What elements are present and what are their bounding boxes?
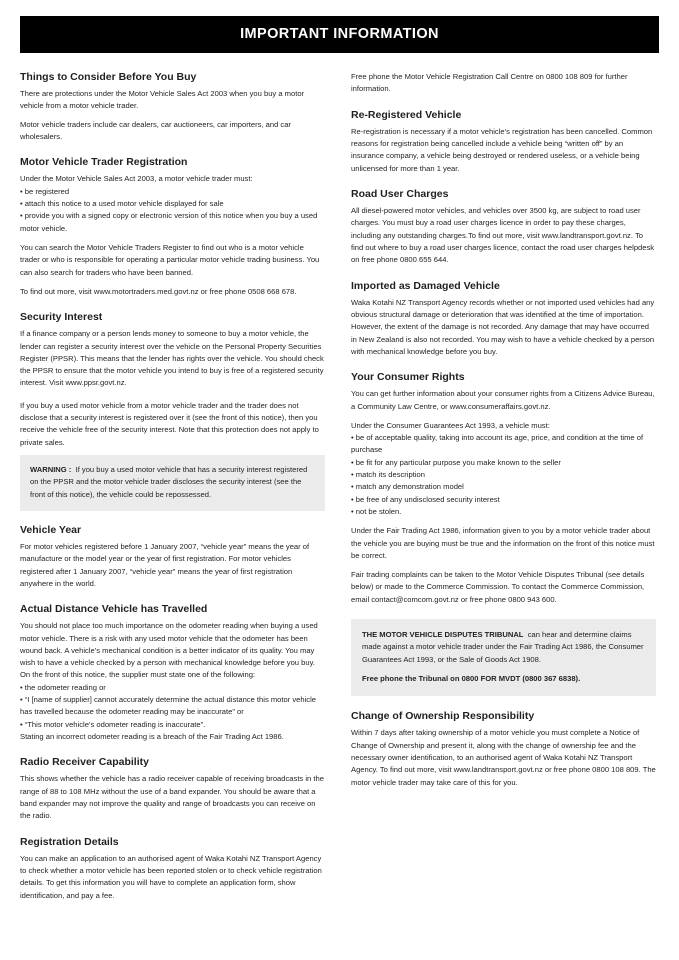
section-change-of-ownership bbox=[351, 710, 656, 789]
paragraph: On the front of this notice, the supplier must state one of the following: bbox=[20, 670, 256, 680]
list-item: • be registered bbox=[20, 186, 70, 196]
section-heading: Re-Registered Vehicle bbox=[351, 108, 462, 121]
warning-box bbox=[20, 455, 325, 511]
section-things-to-consider bbox=[20, 71, 325, 143]
list-item: • “This motor vehicle’s odometer reading is inaccurate”. bbox=[20, 719, 206, 729]
list-item: • match its description bbox=[351, 470, 425, 480]
section-vehicle-year bbox=[20, 524, 325, 590]
paragraph: This shows whether the vehicle has a radio receiver capable of receiving broadcasts in the range of 88 to 108 MHz without the use of a band expander. You should be aware that a band expander may not improve the quality and range of broadcasts you can receive on the radio. bbox=[20, 774, 324, 821]
paragraph: Under the Consumer Guarantees Act 1993, a vehicle must: bbox=[351, 420, 550, 430]
paragraph: For motor vehicles registered before 1 January 2007, “vehicle year” means the year of manufacture or the model year or the year of first registration. For motor vehicles registered after 1 January 2007, “vehicle year” means the year of first registration anywhere in the world. bbox=[20, 541, 310, 588]
list-item: • not be stolen. bbox=[351, 506, 402, 516]
page-title: IMPORTANT INFORMATION bbox=[20, 16, 659, 53]
list-item: • be free of any undisclosed security interest bbox=[351, 494, 500, 504]
section-road-user-charges bbox=[351, 188, 656, 267]
list-item: • be of acceptable quality, taking into account its age, price, and condition at the time of purchase bbox=[351, 433, 644, 455]
section-continued-phone bbox=[351, 71, 656, 96]
section-heading: Your Consumer Rights bbox=[351, 371, 465, 384]
section-heading: Imported as Damaged Vehicle bbox=[351, 279, 500, 292]
tribunal-phone: Free phone the Tribunal on 0800 FOR MVDT (0800 367 6838). bbox=[362, 673, 581, 683]
section-radio-receiver bbox=[20, 756, 325, 822]
section-heading: Road User Charges bbox=[351, 187, 449, 200]
section-imported-damaged bbox=[351, 280, 656, 359]
tribunal-box bbox=[351, 619, 656, 696]
paragraph: Waka Kotahi NZ Transport Agency records whether or not imported used vehicles had any obvious structural damage or deterioration that was identified at the time of importation. However, the extent of the damage is not recorded. Any damage that may have occurred in New Zealand is also not recorded. You may wish to have a vehicle checked by a person with mechanical knowledge before you buy. bbox=[351, 297, 655, 356]
section-security-interest bbox=[20, 311, 325, 511]
list-item: • “I [name of supplier] cannot accurately determine the actual distance this motor vehicle has travelled because the odometer reading may be inaccurate” or bbox=[20, 695, 317, 717]
paragraph: Motor vehicle traders include car dealers, car auctioneers, car importers, and car wholesalers. bbox=[20, 119, 291, 142]
list-item: • be fit for any particular purpose you make known to the seller bbox=[351, 457, 561, 467]
tribunal-text bbox=[362, 629, 645, 666]
section-consumer-rights bbox=[351, 371, 656, 606]
section-actual-distance bbox=[20, 603, 325, 743]
list-item: • match any demonstration model bbox=[351, 482, 464, 492]
warning-label: WARNING : bbox=[30, 464, 72, 474]
paragraph: If a finance company or a person lends money to someone to buy a motor vehicle, the lender can register a security interest over the vehicle on the Personal Property Securities Register (PPSR). This means that the lender has rights over the vehicle. You should check the PPSR to ensure that the motor vehicle you intend to buy is free of a registered security interest. Visit www.ppsr.govt.nz. bbox=[20, 329, 324, 388]
paragraph: Under the Motor Vehicle Sales Act 2003, a motor vehicle trader must: bbox=[20, 174, 253, 184]
left-column bbox=[20, 71, 325, 915]
section-trader-registration bbox=[20, 156, 325, 298]
section-heading: Vehicle Year bbox=[20, 523, 82, 536]
section-heading: Actual Distance Vehicle has Travelled bbox=[20, 603, 208, 616]
section-re-registered-vehicle bbox=[351, 109, 656, 175]
warning-body: If you buy a used motor vehicle that has a security interest registered on the PPSR and the motor vehicle trader discloses the security interest (see the front of this notice), the vehicle could be repossessed. bbox=[30, 464, 308, 499]
section-registration-details bbox=[20, 836, 325, 902]
tribunal-label: THE MOTOR VEHICLE DISPUTES TRIBUNAL bbox=[362, 630, 524, 639]
tribunal-body: can hear and determine claims made against a motor vehicle trader under the Fair Trading Act 1986, the Consumer Guarantees Act 1993, or the Sale of Goods Act 1908. bbox=[362, 630, 644, 664]
paragraph: You can search the Motor Vehicle Traders Register to find out who is a motor vehicle trader or who is responsible for operating a particular motor vehicle trading business. You can also search for traders who have been banned. bbox=[20, 242, 320, 277]
paragraph: Under the Fair Trading Act 1986, information given to you by a motor vehicle trader about the vehicle you are buying must be true and the information on the front of this notice must be correct. bbox=[351, 526, 655, 560]
list-item: • provide you with a signed copy or electronic version of this notice when you buy a used motor vehicle. bbox=[20, 211, 318, 233]
paragraph: Stating an incorrect odometer reading is a breach of the Fair Trading Act 1986. bbox=[20, 731, 284, 741]
paragraph: All diesel-powered motor vehicles, and vehicles over 3500 kg, are subject to road user charges. You must buy a road user charges licence in order to pay these charges, including any outstanding charges.To find out more, visit www.landtransport.govt.nz. To find out where to buy a road user charges licence, contact the road user charges helpdesk on free phone 0800 655 644. bbox=[351, 206, 655, 265]
section-heading: Change of Ownership Responsibility bbox=[351, 710, 535, 723]
paragraph: Within 7 days after taking ownership of a motor vehicle you must complete a Notice of Change of Ownership and present it, along with the change of ownership fee and the necessary owner identification, to an authorised agent of Waka Kotahi NZ Transport Agency. To find out more, visit www.landtransport.govt.nz or free phone 0800 108 809. The motor vehicle trader may take care of this for you. bbox=[351, 728, 656, 787]
paragraph: You can get further information about your consumer rights from a Citizens Advice Bureau, a Community Law Centre, or www.consumeraffairs.govt.nz. bbox=[351, 389, 655, 411]
paragraph: You can make an application to an authorised agent of Waka Kotahi NZ Transport Agency to check whether a motor vehicle has been reported stolen or to check vehicle registration details. To get this information you will have to complete an application form, show identification, and pay a fee. bbox=[20, 853, 322, 900]
section-heading: Security Interest bbox=[20, 311, 103, 324]
right-column bbox=[351, 71, 656, 802]
paragraph: You should not place too much importance on the odometer reading when buying a used motor vehicle. There is a risk with any used motor vehicle that the odometer has been wound back. A vehicle’s mechanical condition is a better indicator of its quality. You may wish to have a vehicle checked by a person with mechanical knowledge before you buy. bbox=[20, 621, 318, 668]
list-item: • attach this notice to a used motor vehicle displayed for sale bbox=[20, 199, 224, 209]
paragraph: Re-registration is necessary if a motor vehicle’s registration has been cancelled. Common reasons for registration being cancelled include a vehicle being “written off” by an insurance company, a vehicle being destroyed or rendered useless, or a vehicle being unlicensed for more than 1 year. bbox=[351, 126, 653, 173]
paragraph: Free phone the Motor Vehicle Registration Call Centre on 0800 108 809 for further information. bbox=[351, 72, 628, 94]
paragraph: To find out more, visit www.motortraders.med.govt.nz or free phone 0508 668 678. bbox=[20, 286, 297, 296]
section-heading: Motor Vehicle Trader Registration bbox=[20, 156, 188, 169]
paragraph: Fair trading complaints can be taken to the Motor Vehicle Disputes Tribunal (see details below) or made to the Commerce Commission. To contact the Commerce Commission, email contact@comcom.govt.nz or free phone 0800 943 600. bbox=[351, 570, 645, 604]
section-heading: Things to Consider Before You Buy bbox=[20, 71, 197, 83]
section-heading: Radio Receiver Capability bbox=[20, 756, 149, 769]
list-item: • the odometer reading or bbox=[20, 682, 106, 692]
section-heading: Registration Details bbox=[20, 835, 119, 848]
paragraph: If you buy a used motor vehicle from a motor vehicle trader and the trader does not disclose that a security interest is registered over it (see the front of this notice), then you receive the vehicle free of the security interest. Note that this protection does not apply to private sales. bbox=[20, 400, 319, 447]
paragraph: There are protections under the Motor Vehicle Sales Act 2003 when you buy a motor vehicle from a motor vehicle trader. bbox=[20, 89, 305, 111]
warning-text bbox=[30, 464, 315, 501]
two-column-body bbox=[20, 71, 659, 915]
